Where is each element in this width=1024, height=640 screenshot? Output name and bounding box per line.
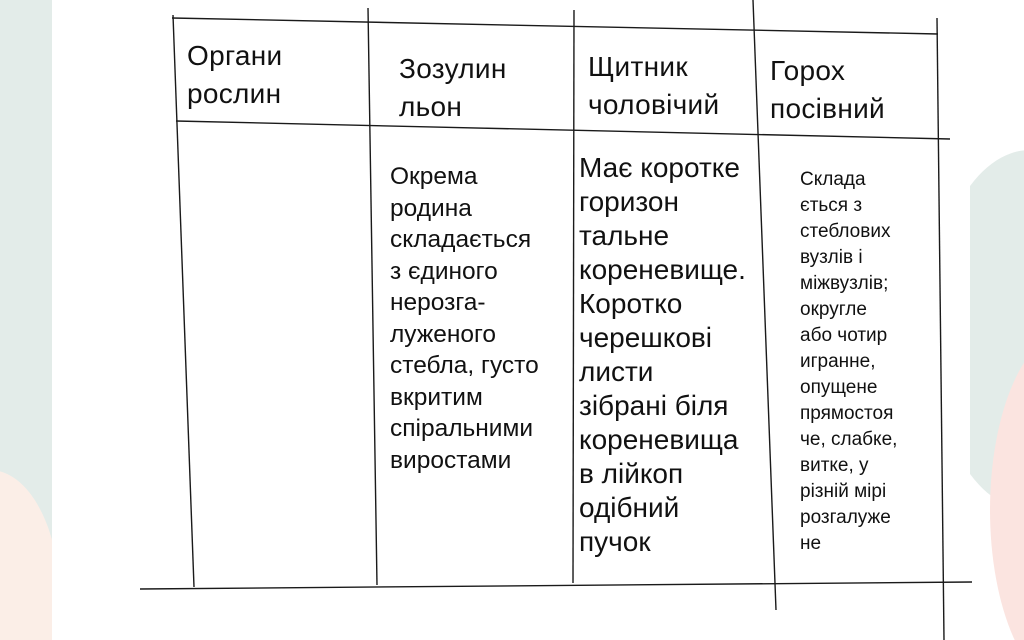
header-fern: Щитник чоловічий (588, 51, 720, 120)
header-pea: Горох посівний (770, 55, 885, 124)
header-organs: Органи рослин (187, 40, 283, 109)
cell-pea-description: Склада ється з стеблових вузлів і міжвузлів; округле або чотир игранне, опущене прямостоя че, слабке, витке, у різній мірі розгалуже не (800, 169, 898, 554)
cell-moss-description: Окрема родина складається з єдиного нерозга- луженого стебла, густо вкритим спіральними виростами (390, 163, 539, 474)
header-moss: Зозулин льон (399, 53, 507, 122)
cell-fern-description: Має коротке горизон тальне кореневище. Коротко черешкові листи зібрані біля кореневища в лійкоп одібний пучок (579, 152, 746, 557)
